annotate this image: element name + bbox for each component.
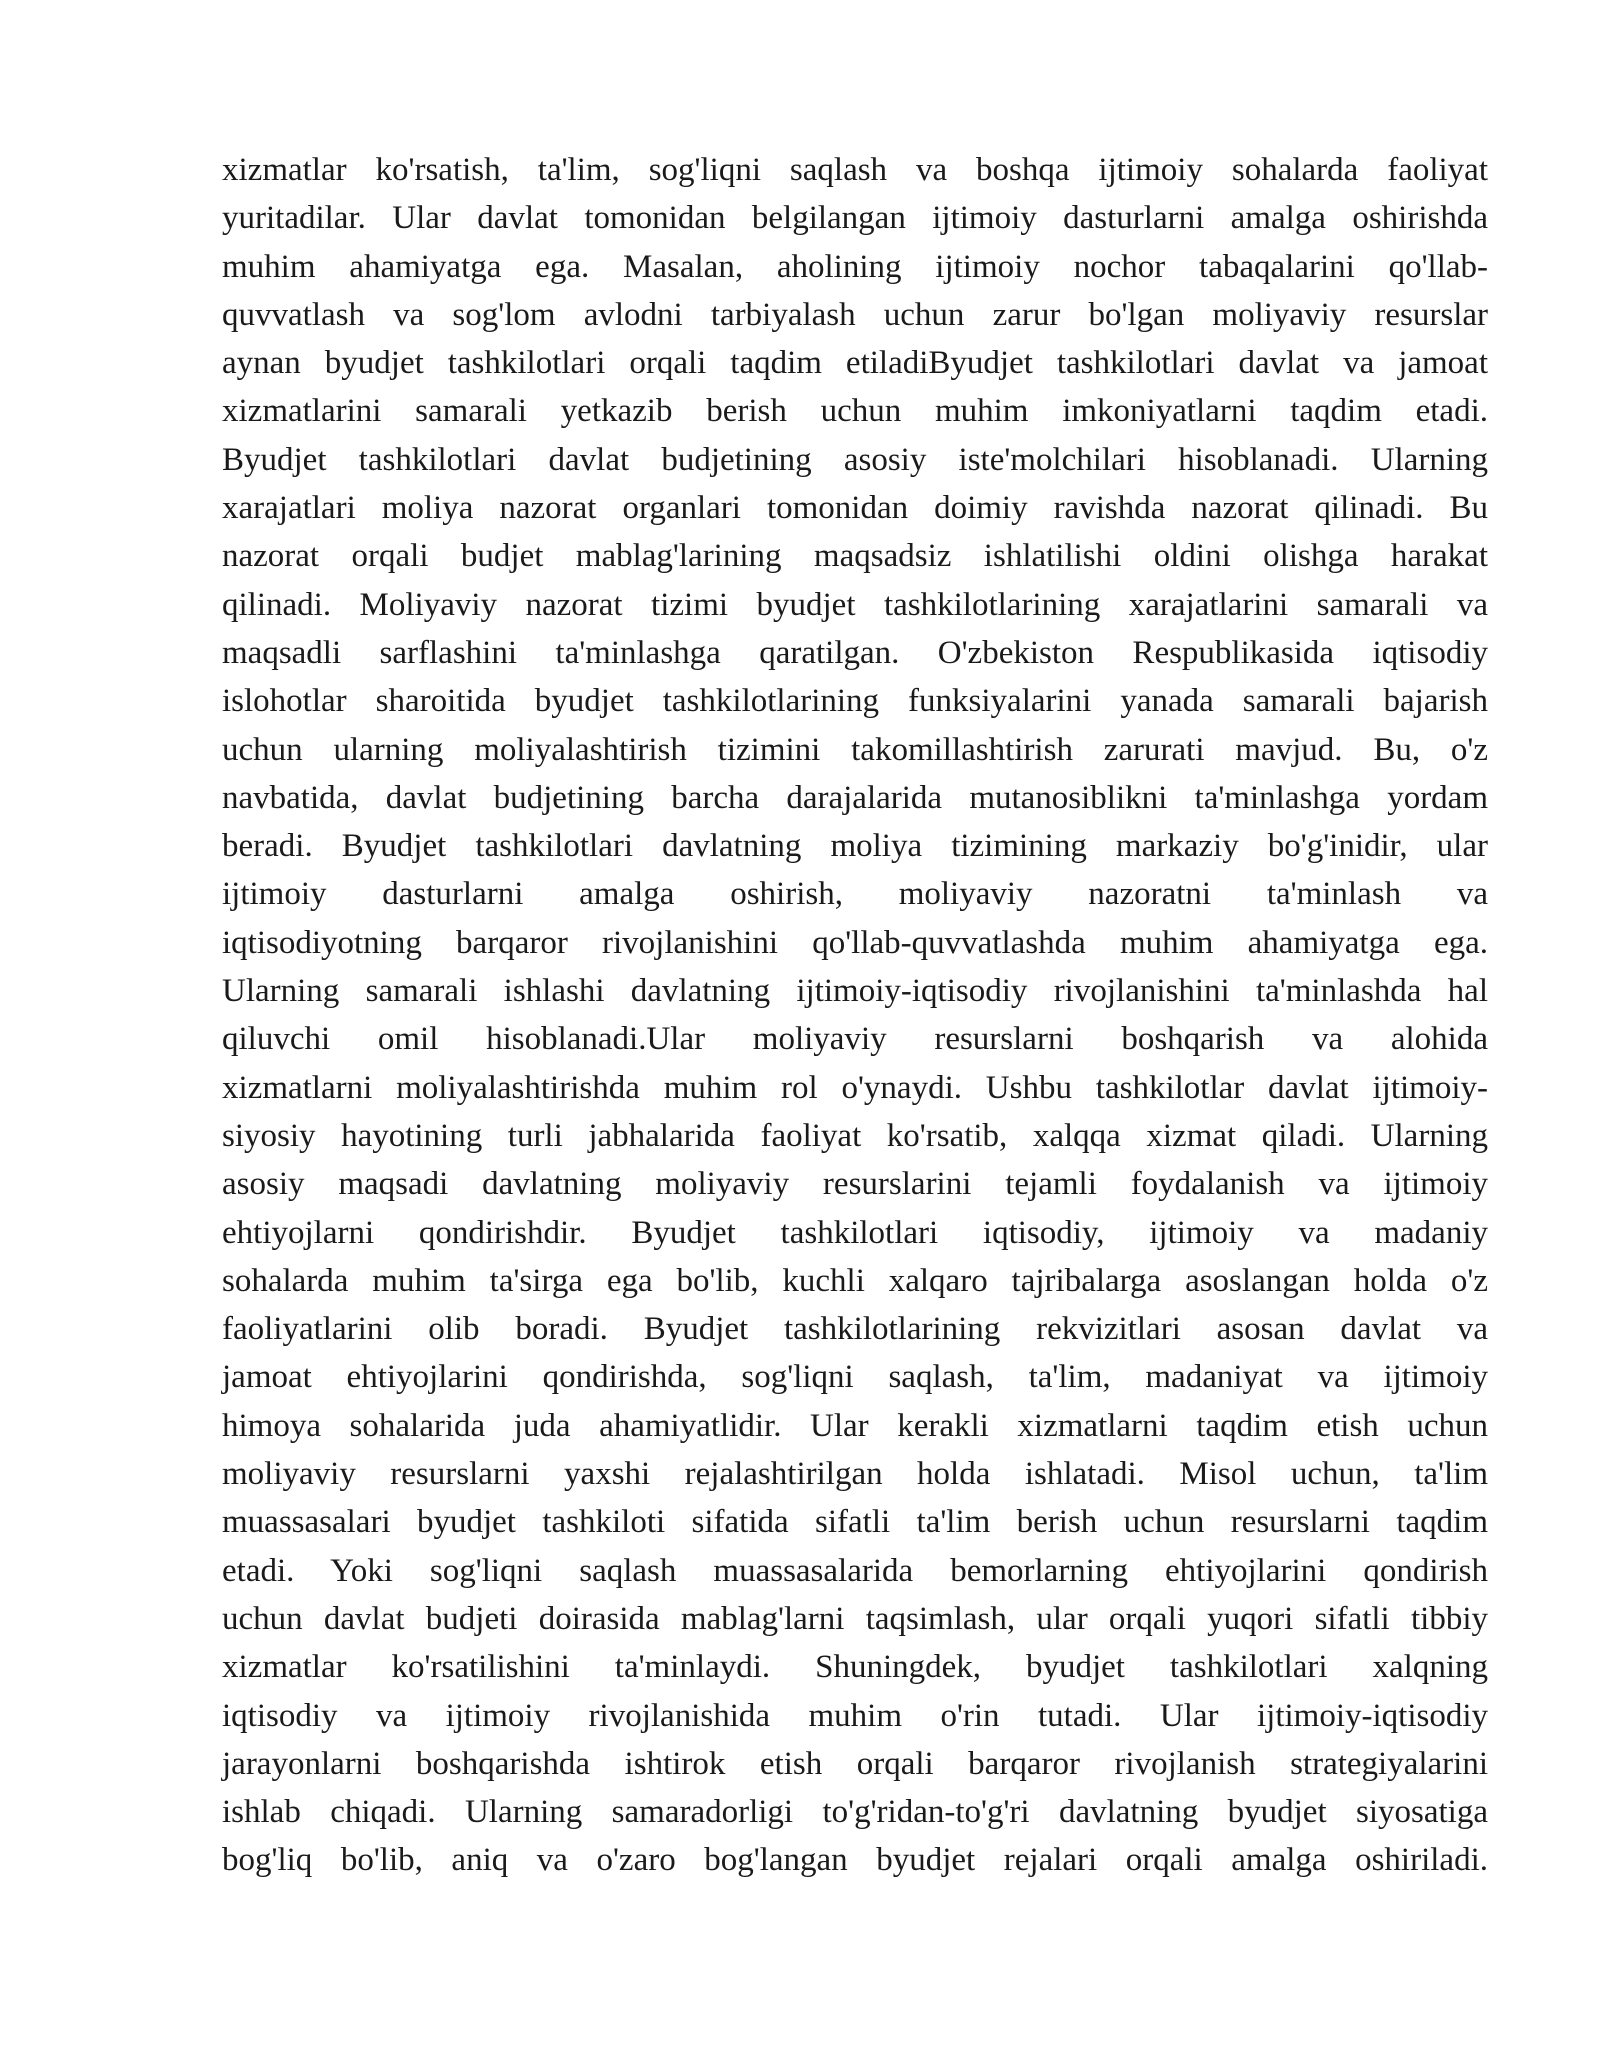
- text-line: xizmatlarini samarali yetkazib berish uchun muhim imkoniyatlarni taqdim etadi.: [222, 393, 1488, 430]
- text-line: sohalarda muhim ta'sirga ega bo'lib, kuchli xalqaro tajribalarga asoslangan holda o'z: [222, 1262, 1488, 1299]
- text-line: ehtiyojlarni qondirishdir. Byudjet tashkilotlari iqtisodiy, ijtimoiy va madaniy: [222, 1214, 1488, 1251]
- text-line: xarajatlari moliya nazorat organlari tomonidan doimiy ravishda nazorat qilinadi. Bu: [222, 490, 1488, 527]
- text-line: etadi. Yoki sog'liqni saqlash muassasalarida bemorlarning ehtiyojlarini qondirish: [222, 1552, 1488, 1589]
- text-line: beradi. Byudjet tashkilotlari davlatning moliya tizimining markaziy bo'g'inidir, ular: [222, 828, 1488, 865]
- text-line: muassasalari byudjet tashkiloti sifatida sifatli ta'lim berish uchun resurslarni taqdim: [222, 1504, 1488, 1541]
- text-line: iqtisodiyotning barqaror rivojlanishini qo'llab-quvvatlashda muhim ahamiyatga ega.: [222, 924, 1488, 961]
- text-line: ijtimoiy dasturlarni amalga oshirish, moliyaviy nazoratni ta'minlash va: [222, 876, 1488, 913]
- text-line: jarayonlarni boshqarishda ishtirok etish orqali barqaror rivojlanish strategiyalarini: [222, 1745, 1489, 1782]
- text-line: yuritadilar. Ular davlat tomonidan belgilangan ijtimoiy dasturlarni amalga oshirishda: [222, 200, 1488, 237]
- text-line: faoliyatlarini olib boradi. Byudjet tashkilotlarining rekvizitlari asosan davlat va: [222, 1311, 1488, 1348]
- text-line: ishlab chiqadi. Ularning samaradorligi to'g'ridan-to'g'ri davlatning byudjet siyosatiga: [222, 1794, 1488, 1831]
- text-line: qilinadi. Moliyaviy nazorat tizimi byudjet tashkilotlarining xarajatlarini samarali va: [222, 586, 1488, 623]
- text-line: nazorat orqali budjet mablag'larining maqsadsiz ishlatilishi oldini olishga harakat: [222, 538, 1488, 575]
- text-line: xizmatlar ko'rsatish, ta'lim, sog'liqni saqlash va boshqa ijtimoiy sohalarda faoliyat: [222, 152, 1488, 188]
- body-paragraph: [222, 146, 1488, 1885]
- text-line: uchun davlat budjeti doirasida mablag'larni taqsimlash, ular orqali yuqori sifatli tibbiy: [222, 1600, 1488, 1637]
- text-line: iqtisodiy va ijtimoiy rivojlanishida muhim o'rin tutadi. Ular ijtimoiy-iqtisodiy: [222, 1697, 1488, 1734]
- text-line: Ularning samarali ishlashi davlatning ijtimoiy-iqtisodiy rivojlanishini ta'minlashda hal: [222, 973, 1488, 1010]
- text-line: muhim ahamiyatga ega. Masalan, aholining ijtimoiy nochor tabaqalarini qo'llab-: [222, 248, 1488, 285]
- text-line: quvvatlash va sog'lom avlodni tarbiyalash uchun zarur bo'lgan moliyaviy resurslar: [222, 296, 1488, 333]
- text-line: jamoat ehtiyojlarini qondirishda, sog'liqni saqlash, ta'lim, madaniyat va ijtimoiy: [222, 1359, 1488, 1396]
- text-line: asosiy maqsadi davlatning moliyaviy resurslarini tejamli foydalanish va ijtimoiy: [222, 1166, 1488, 1203]
- text-line: xizmatlarni moliyalashtirishda muhim rol o'ynaydi. Ushbu tashkilotlar davlat ijtimoiy-: [222, 1069, 1489, 1106]
- text-line: qiluvchi omil hisoblanadi.Ular moliyaviy resurslarni boshqarish va alohida: [222, 1021, 1488, 1058]
- text-line: siyosiy hayotining turli jabhalarida faoliyat ko'rsatib, xalqqa xizmat qiladi. Ularning: [222, 1117, 1488, 1154]
- text-line: xizmatlar ko'rsatilishini ta'minlaydi. Shuningdek, byudjet tashkilotlari xalqning: [222, 1649, 1488, 1686]
- text-line: maqsadli sarflashini ta'minlashga qaratilgan. O'zbekiston Respublikasida iqtisodiy: [222, 634, 1488, 671]
- text-line: Byudjet tashkilotlari davlat budjetining asosiy iste'molchilari hisoblanadi. Ularning: [222, 441, 1488, 478]
- text-line: moliyaviy resurslarni yaxshi rejalashtirilgan holda ishlatadi. Misol uchun, ta'lim: [222, 1456, 1488, 1493]
- text-line: uchun ularning moliyalashtirish tizimini takomillashtirish zarurati mavjud. Bu, o'z: [222, 731, 1488, 768]
- text-line: navbatida, davlat budjetining barcha darajalarida mutanosiblikni ta'minlashga yordam: [222, 779, 1488, 816]
- text-line: islohotlar sharoitida byudjet tashkilotlarining funksiyalarini yanada samarali bajarish: [222, 683, 1488, 720]
- text-line: bog'liq bo'lib, aniq va o'zaro bog'langan byudjet rejalari orqali amalga oshiriladi.: [222, 1842, 1488, 1879]
- text-line: himoya sohalarida juda ahamiyatlidir. Ular kerakli xizmatlarni taqdim etish uchun: [222, 1407, 1488, 1444]
- text-line: aynan byudjet tashkilotlari orqali taqdim etiladiByudjet tashkilotlari davlat va jamoat: [222, 345, 1488, 382]
